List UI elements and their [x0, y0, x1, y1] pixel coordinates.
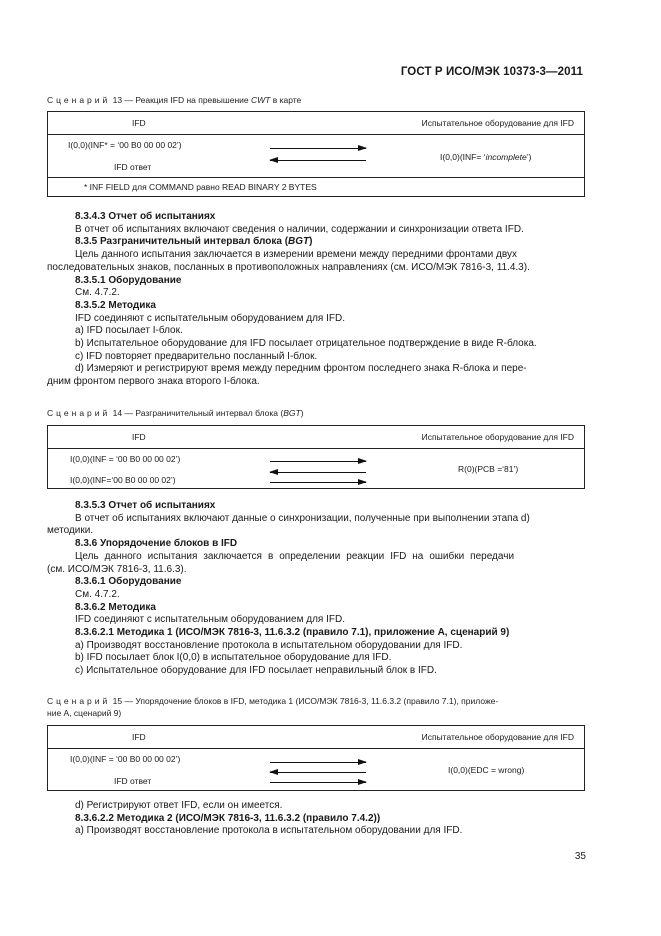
list-item: b) Испытательное оборудование для IFD посылает отрицательное подтверждение в виде R-блока.: [75, 338, 537, 350]
paragraph: (см. ИСО/МЭК 7816-3, 11.6.3).: [47, 563, 187, 575]
test-equipment-message: I(0,0)(INF= ‘incomplete’): [440, 152, 532, 162]
col-test-equipment: Испытательное оборудование для IFD: [421, 432, 574, 442]
table-body: [48, 135, 584, 177]
col-ifd: IFD: [132, 432, 146, 442]
ifd-response: IFD ответ: [114, 776, 152, 786]
heading-8-3-6-2: 8.3.6.2 Методика: [75, 601, 156, 613]
list-item: а) Производят восстановление протокола в испытательном оборудовании для IFD.: [75, 825, 463, 837]
arrow-left: [270, 472, 366, 473]
table-header-row: [48, 426, 584, 449]
list-item: с) Испытательное оборудование для IFD посылает неправильный блок в IFD.: [75, 665, 437, 677]
list-item: дним фронтом первого знака второго I-блока.: [47, 376, 260, 388]
list-item: d) Регистрируют ответ IFD, если он имеется.: [75, 800, 283, 811]
footnote: * INF FIELD для COMMAND равно READ BINARY 2 BYTES: [84, 182, 317, 192]
scenario-14-caption: Сценарий 14 — Разграничительный интервал блока (BGT): [47, 408, 304, 418]
table-body: [48, 749, 584, 791]
heading-8-3-5: 8.3.5 Разграничительный интервал блока (BGT): [75, 236, 313, 248]
scenario-13-caption: Сценарий 13 — Реакция IFD на превышение CWT в карте: [47, 95, 302, 105]
scenario-13-table: [47, 111, 585, 197]
text-block-1: [47, 211, 585, 389]
paragraph: IFD соединяют с испытательным оборудованием для IFD.: [75, 312, 345, 324]
paragraph: IFD соединяют с испытательным оборудованием для IFD.: [75, 614, 345, 626]
heading-8-3-5-1: 8.3.5.1 Оборудование: [75, 274, 182, 286]
paragraph: методики.: [47, 525, 94, 537]
arrow-right: [270, 762, 366, 763]
list-item: а) Производят восстановление протокола в испытательном оборудовании для IFD.: [75, 639, 463, 651]
ifd-message: I(0,0)(INF* = ‘00 B0 00 00 02’): [68, 140, 182, 150]
arrow-right: [270, 782, 366, 783]
list-item: а) IFD посылает I-блок.: [75, 325, 183, 337]
heading-8-3-5-2: 8.3.5.2 Методика: [75, 299, 156, 311]
arrow-right: [270, 148, 366, 149]
scenario-15-caption: Сценарий 15 — Упорядочение блоков в IFD, методика 1 (ИСО/МЭК 7816-3, 11.6.3.2 (правило 7.1), приложе- ние А, сценарий 9): [47, 696, 499, 718]
arrow-right: [270, 461, 366, 462]
table-header-row: [48, 726, 584, 749]
list-item: b) IFD посылает блок I(0,0) в испытательное оборудование для IFD.: [75, 652, 392, 664]
col-ifd: IFD: [132, 118, 146, 128]
list-item: с) IFD повторяет предварительно посланный I-блок.: [75, 350, 318, 362]
paragraph: См. 4.7.2.: [75, 588, 120, 600]
ifd-message: I(0,0)(INF = ‘00 B0 00 00 02’): [70, 454, 181, 464]
arrow-left: [270, 160, 366, 161]
paragraph: Цель данного испытания заключается в измерении времени между передними фронтами двух: [75, 249, 517, 261]
heading-8-3-5-3: 8.3.5.3 Отчет об испытаниях: [75, 500, 216, 511]
col-test-equipment: Испытательное оборудование для IFD: [421, 732, 574, 742]
page-number: 35: [574, 851, 586, 862]
test-equipment-message: I(0,0)(EDC = wrong): [448, 765, 525, 775]
heading-8-3-4-3: 8.3.4.3 Отчет об испытаниях: [75, 211, 216, 222]
col-ifd: IFD: [132, 732, 146, 742]
paragraph: В отчет об испытаниях включают сведения о наличии, содержании и синхронизации ответа IFD.: [75, 223, 524, 235]
paragraph: В отчет об испытаниях включают данные о синхронизации, полученные при выполнении этапа d): [75, 512, 530, 524]
table-body: [48, 449, 584, 489]
list-item: d) Измеряют и регистрируют время между передним фронтом последнего знака R-блока и пере-: [75, 363, 527, 375]
table-header-row: [48, 112, 584, 135]
heading-8-3-6-1: 8.3.6.1 Оборудование: [75, 576, 182, 588]
text-block-2: [47, 500, 585, 678]
page-header: ГОСТ Р ИСО/МЭК 10373-3—2011: [400, 66, 583, 78]
arrow-right: [270, 482, 366, 483]
heading-8-3-6-2-2: 8.3.6.2.2 Методика 2 (ИСО/МЭК 7816-3, 11.6.3.2 (правило 7.4.2)): [75, 812, 381, 824]
paragraph: последовательных знаков, посланных в противоположных направлениях (см. ИСО/МЭК 7816-3, 11.4.3).: [47, 261, 530, 273]
table-footnote-row: [48, 177, 584, 196]
paragraph: См. 4.7.2.: [75, 287, 120, 299]
arrow-left: [270, 772, 366, 773]
col-test-equipment: Испытательное оборудование для IFD: [421, 118, 574, 128]
ifd-response: IFD ответ: [114, 162, 152, 172]
heading-8-3-6: 8.3.6 Упорядочение блоков в IFD: [75, 538, 238, 550]
ifd-message: I(0,0)(INF=‘00 B0 00 00 02’): [70, 475, 176, 485]
scenario-15-table: [47, 725, 585, 791]
ifd-message: I(0,0)(INF = ‘00 B0 00 00 02’): [70, 754, 181, 764]
heading-8-3-6-2-1: 8.3.6.2.1 Методика 1 (ИСО/МЭК 7816-3, 11.6.3.2 (правило 7.1), приложение А, сценарий 9): [75, 627, 510, 639]
test-equipment-message: R(0)(PCB =‘81’): [458, 464, 519, 474]
scenario-14-table: [47, 425, 585, 489]
text-block-3: [75, 800, 585, 838]
paragraph: Цель данного испытания заключается в определении реакции IFD на ошибки передачи: [75, 550, 515, 562]
